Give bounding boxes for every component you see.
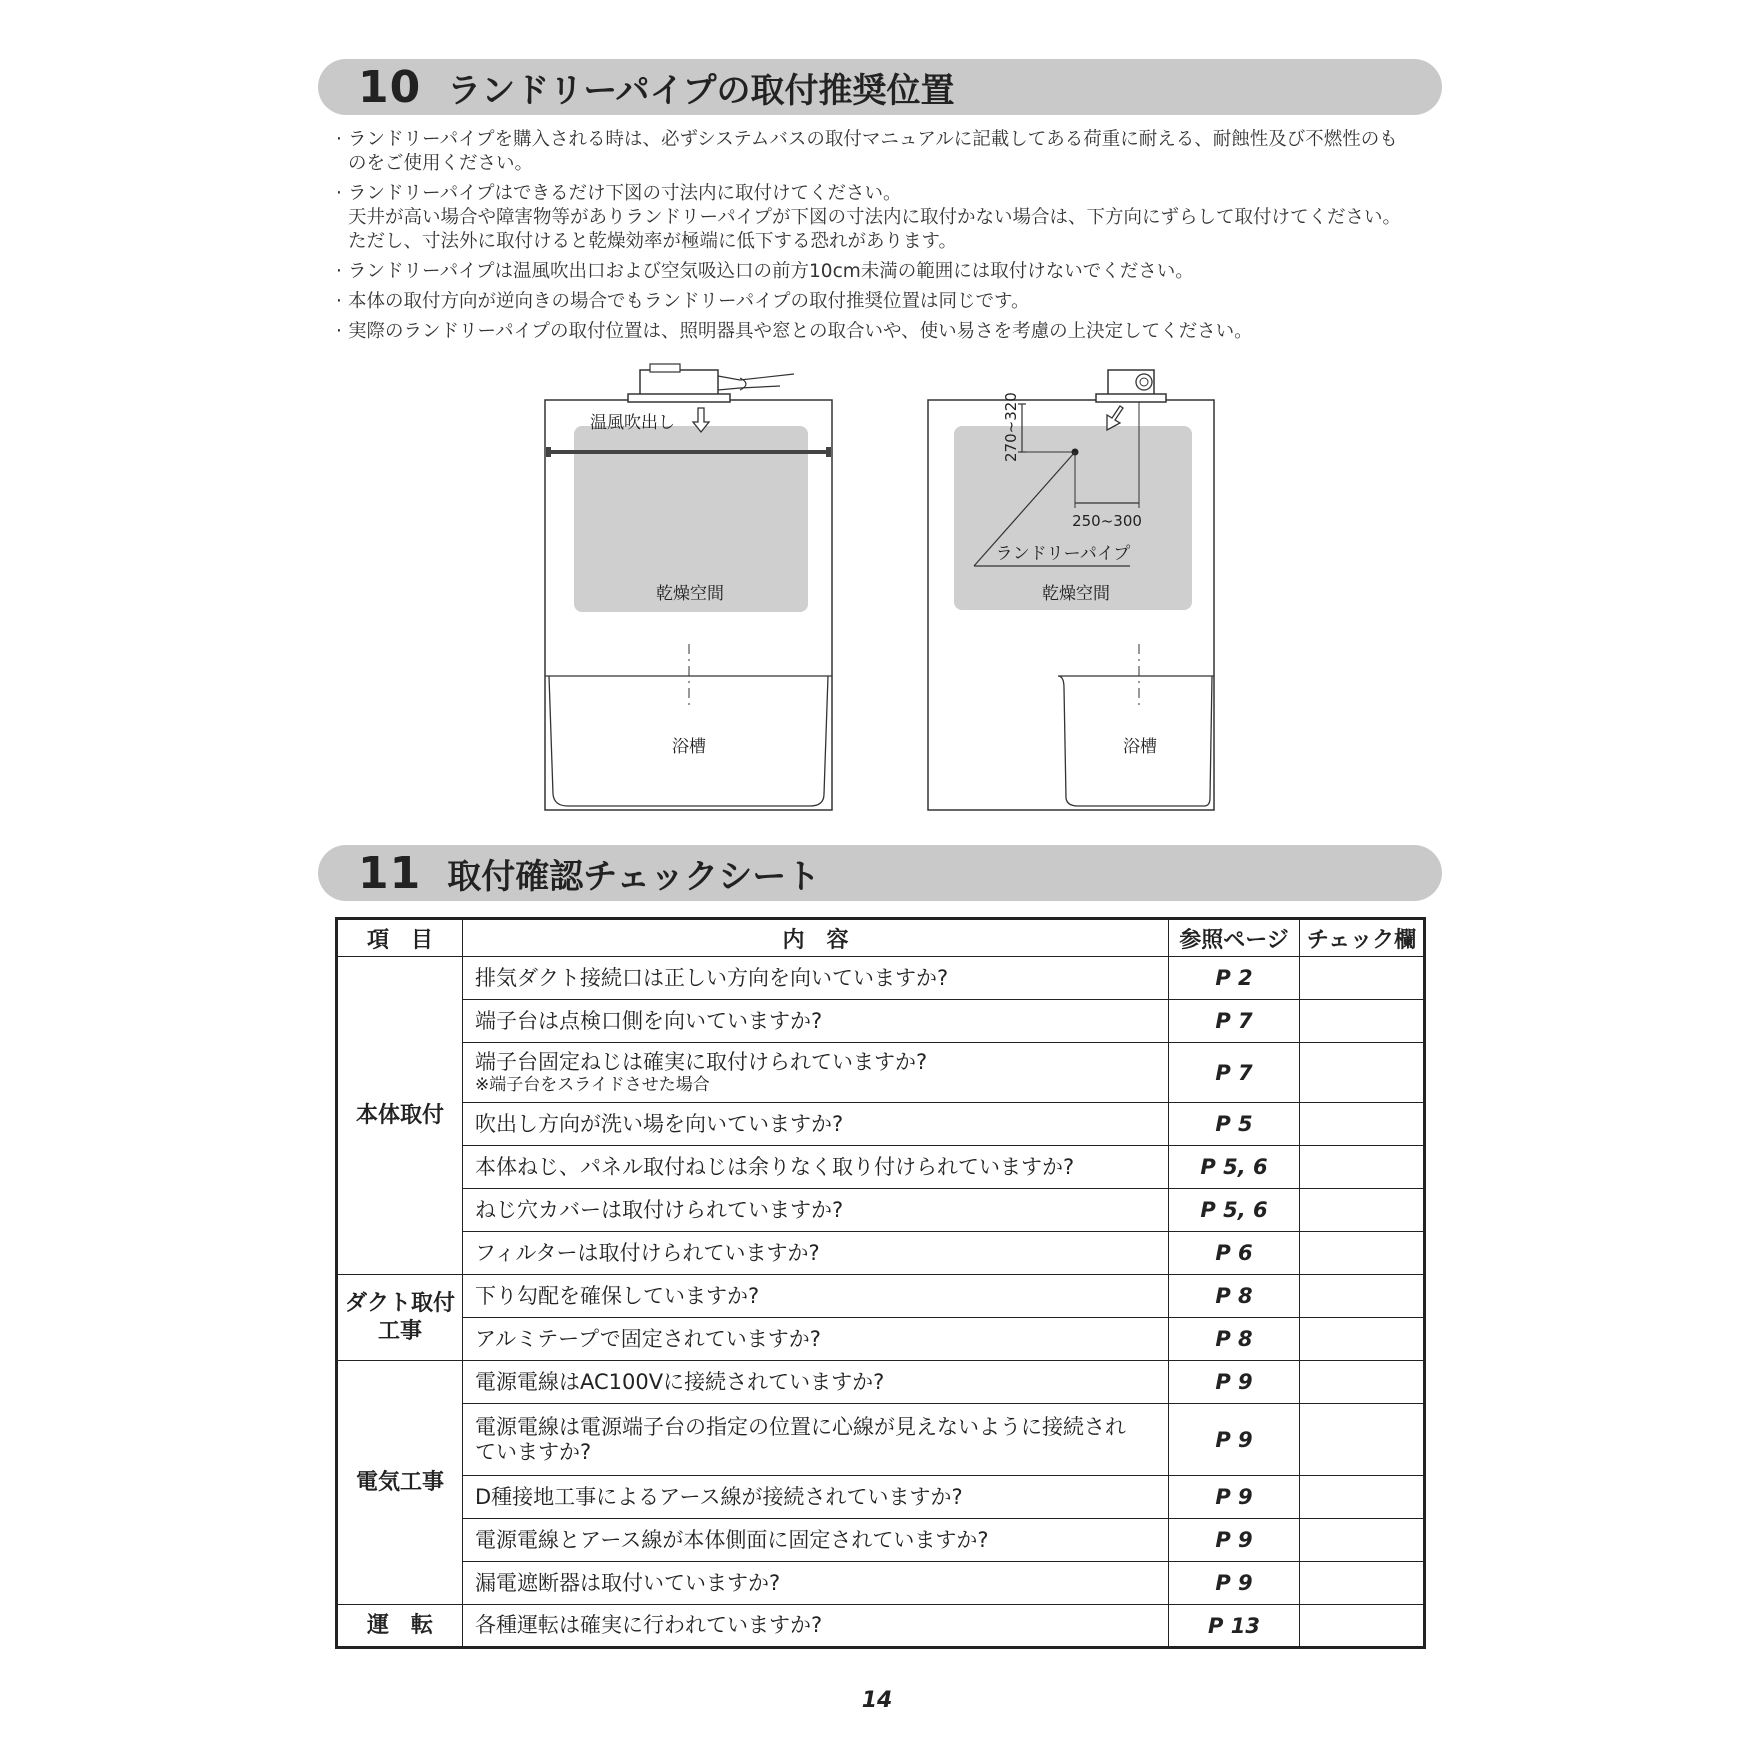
bathtub-label: 浴槽 xyxy=(672,737,706,757)
content-cell: 下り勾配を確保していますか? xyxy=(463,1275,1169,1318)
content-cell: 本体ねじ、パネル取付ねじは余りなく取り付けられていますか? xyxy=(463,1146,1169,1189)
notes-list xyxy=(336,128,1436,350)
header-content: 内 容 xyxy=(463,919,1169,957)
content-cell: 電源電線はAC100Vに接続されていますか? xyxy=(463,1361,1169,1404)
check-cell[interactable] xyxy=(1300,1562,1425,1605)
ref-cell: P 7 xyxy=(1169,1043,1300,1103)
content-cell: アルミテープで固定されていますか? xyxy=(463,1318,1169,1361)
dryer-unit-icon xyxy=(1096,370,1166,402)
content-cell: D種接地工事によるアース線が接続されていますか? xyxy=(463,1476,1169,1519)
content-cell: 電源電線とアース線が本体側面に固定されていますか? xyxy=(463,1519,1169,1562)
ref-cell: P 9 xyxy=(1169,1476,1300,1519)
ref-cell: P 5, 6 xyxy=(1169,1146,1300,1189)
content-cell: ねじ穴カバーは取付けられていますか? xyxy=(463,1189,1169,1232)
table-row xyxy=(337,1232,1425,1275)
check-cell[interactable] xyxy=(1300,1318,1425,1361)
header-check: チェック欄 xyxy=(1300,919,1425,957)
ref-cell: P 9 xyxy=(1169,1404,1300,1476)
table-row xyxy=(337,1275,1425,1318)
warm-air-label: 温風吹出し xyxy=(590,413,675,433)
check-cell[interactable] xyxy=(1300,1275,1425,1318)
content-cell: 排気ダクト接続口は正しい方向を向いていますか? xyxy=(463,957,1169,1000)
laundry-pipe-label: ランドリーパイプ xyxy=(995,544,1131,564)
note-item: · ランドリーパイプはできるだけ下図の寸法内に取付けてください。 天井が高い場合や障害物等がありランドリーパイプが下図の寸法内に取付かない場合は、下方向にずらして取付けてください。 ただし、寸法外に取付けると乾燥効率が極端に低下する恐れがあります。 xyxy=(336,182,1436,254)
content-note: ※端子台をスライドさせた場合 xyxy=(475,1075,710,1095)
section-number: 10 xyxy=(358,61,422,113)
table-row xyxy=(337,1476,1425,1519)
note-item: · 実際のランドリーパイプの取付位置は、照明器具や窓との取合いや、使い易さを考慮の上決定してください。 xyxy=(336,320,1436,344)
ref-cell: P 6 xyxy=(1169,1232,1300,1275)
table-row xyxy=(337,1605,1425,1648)
drying-space-label: 乾燥空間 xyxy=(656,584,724,604)
dryer-unit-icon xyxy=(628,364,794,402)
ref-cell: P 13 xyxy=(1169,1605,1300,1648)
check-cell[interactable] xyxy=(1300,1043,1425,1103)
note-item: · 本体の取付方向が逆向きの場合でもランドリーパイプの取付推奨位置は同じです。 xyxy=(336,290,1436,314)
table-header-row xyxy=(337,919,1425,957)
table-row xyxy=(337,1318,1425,1361)
section-number: 11 xyxy=(358,847,422,899)
table-row xyxy=(337,1562,1425,1605)
check-cell[interactable] xyxy=(1300,1232,1425,1275)
content-cell: 吹出し方向が洗い場を向いていますか? xyxy=(463,1103,1169,1146)
content-cell: フィルターは取付けられていますか? xyxy=(463,1232,1169,1275)
note-item: · ランドリーパイプは温風吹出口および空気吸込口の前方10cm未満の範囲には取付けないでください。 xyxy=(336,260,1436,284)
bathtub-label: 浴槽 xyxy=(1123,737,1157,757)
group-cell: 運 転 xyxy=(337,1605,463,1648)
check-cell[interactable] xyxy=(1300,1103,1425,1146)
page-number: 14 xyxy=(861,1688,893,1713)
content-cell: 端子台は点検口側を向いていますか? xyxy=(463,1000,1169,1043)
ref-cell: P 5, 6 xyxy=(1169,1189,1300,1232)
note-item: · ランドリーパイプを購入される時は、必ずシステムバスの取付マニュアルに記載してある荷重に耐える、耐蝕性及び不燃性のも のをご使用ください。 xyxy=(336,128,1436,176)
content-cell: 電源電線は電源端子台の指定の位置に心線が見えないように接続され ていますか? xyxy=(463,1404,1169,1476)
ref-cell: P 9 xyxy=(1169,1562,1300,1605)
drying-space-label: 乾燥空間 xyxy=(1042,584,1110,604)
ref-cell: P 5 xyxy=(1169,1103,1300,1146)
installation-diagram xyxy=(540,358,1220,818)
check-sheet-table xyxy=(335,917,1426,1649)
section-title: 取付確認チェックシート xyxy=(447,856,821,897)
table-row xyxy=(337,1519,1425,1562)
ref-cell: P 9 xyxy=(1169,1361,1300,1404)
check-cell[interactable] xyxy=(1300,1519,1425,1562)
table-row xyxy=(337,1000,1425,1043)
ref-cell: P 8 xyxy=(1169,1275,1300,1318)
table-row xyxy=(337,1404,1425,1476)
ref-cell: P 8 xyxy=(1169,1318,1300,1361)
table-row xyxy=(337,1146,1425,1189)
content-cell: 各種運転は確実に行われていますか? xyxy=(463,1605,1169,1648)
content-cell: 端子台固定ねじは確実に取付けられていますか? ※端子台をスライドさせた場合 xyxy=(463,1043,1169,1103)
group-cell: ダクト取付 工事 xyxy=(337,1275,463,1361)
check-cell[interactable] xyxy=(1300,1000,1425,1043)
section-title: ランドリーパイプの取付推奨位置 xyxy=(447,70,955,111)
table-row xyxy=(337,1361,1425,1404)
check-cell[interactable] xyxy=(1300,1476,1425,1519)
check-cell[interactable] xyxy=(1300,1189,1425,1232)
check-cell[interactable] xyxy=(1300,957,1425,1000)
front-view-diagram xyxy=(545,364,832,810)
check-cell[interactable] xyxy=(1300,1605,1425,1648)
group-cell: 本体取付 xyxy=(337,957,463,1275)
top-view-diagram xyxy=(928,370,1214,810)
header-item: 項 目 xyxy=(337,919,463,957)
ref-cell: P 7 xyxy=(1169,1000,1300,1043)
table-row xyxy=(337,1103,1425,1146)
horizontal-dimension-label: 250~300 xyxy=(1072,512,1142,530)
section-10-header xyxy=(318,59,1442,115)
check-cell[interactable] xyxy=(1300,1361,1425,1404)
section-11-header xyxy=(318,845,1442,901)
ref-cell: P 2 xyxy=(1169,957,1300,1000)
check-cell[interactable] xyxy=(1300,1146,1425,1189)
table-row xyxy=(337,1189,1425,1232)
table-row xyxy=(337,957,1425,1000)
check-cell[interactable] xyxy=(1300,1404,1425,1476)
group-cell: 電気工事 xyxy=(337,1361,463,1605)
ref-cell: P 9 xyxy=(1169,1519,1300,1562)
content-cell: 漏電遮断器は取付いていますか? xyxy=(463,1562,1169,1605)
table-row xyxy=(337,1043,1425,1103)
header-ref: 参照ページ xyxy=(1169,919,1300,957)
vertical-dimension-label: 270~320 xyxy=(1002,392,1020,462)
